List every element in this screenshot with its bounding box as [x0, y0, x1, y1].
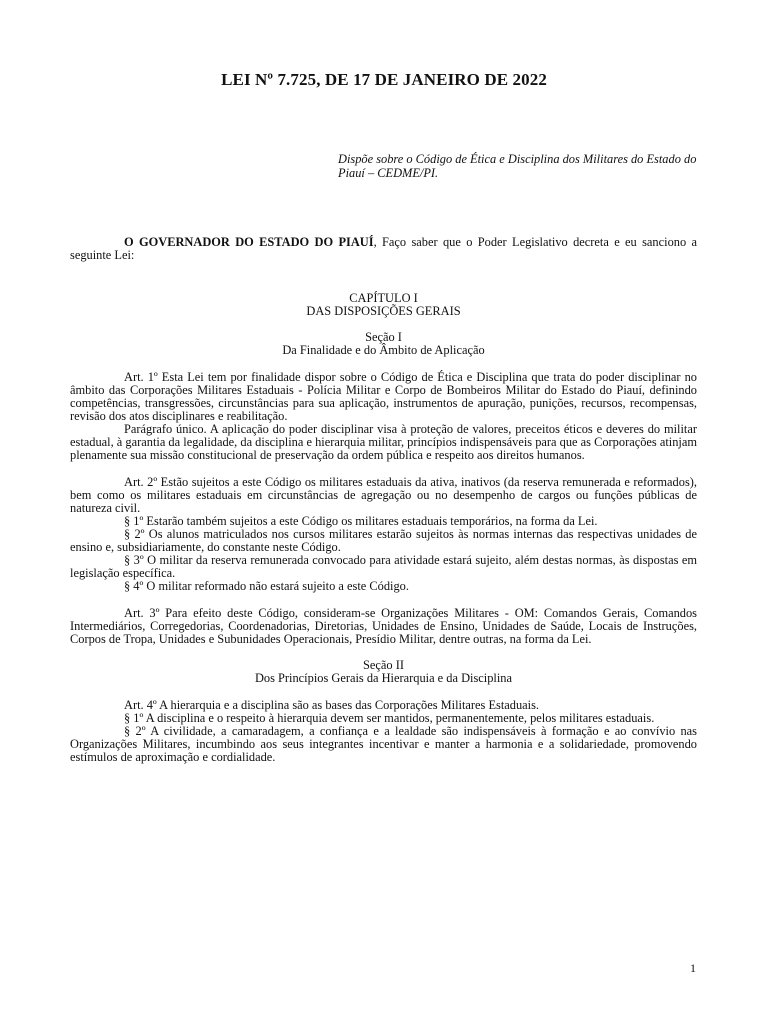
- article-3: Art. 3º Para efeito deste Código, consideram-se Organizações Militares - OM: Comandos Gerais, Comandos Intermediários, Corregedorias, Coordenadorias, Diretorias, Unidades de Ensino, Unidades de Saúde, Locais de Instruções, Corpos de Tropa, Unidades e Subunidades Operacionais, Presídio Militar, dentre outras, na forma da Lei.: [70, 606, 697, 646]
- article-2-paragraph-2: § 2º Os alunos matriculados nos cursos militares estarão sujeitos às normas internas das respectivas unidades de ensino e, subsidiariamente, do constante neste Código.: [70, 527, 697, 554]
- section-2-subtitle: Dos Princípios Gerais da Hierarquia e da Disciplina: [254, 671, 513, 685]
- article-4: Art. 4º A hierarquia e a disciplina são as bases das Corporações Militares Estaduais.: [124, 698, 540, 712]
- section-1-heading: [70, 331, 697, 357]
- governor-heading: O GOVERNADOR DO ESTADO DO PIAUÍ: [124, 235, 374, 249]
- chapter-title: CAPÍTULO I: [349, 291, 418, 305]
- article-4-paragraph-1: § 1º A disciplina e o respeito à hierarquia devem ser mantidos, permanentemente, pelos militares estaduais.: [124, 711, 655, 725]
- article-2-paragraph-4: § 4º O militar reformado não estará sujeito a este Código.: [124, 579, 409, 593]
- article-1-paragrafo-unico: Parágrafo único. A aplicação do poder disciplinar visa à proteção de valores, preceitos éticos e deveres do militar estadual, à garantia da legalidade, da disciplina e hierarquia militar, princípios indispensáveis para que as Corporações atinjam plenamente sua missão constitucional de preservação da ordem pública e respeito aos direitos humanos.: [70, 422, 697, 462]
- section-1-title: Seção I: [365, 330, 402, 344]
- law-title: LEI Nº 7.725, DE 17 DE JANEIRO DE 2022: [221, 70, 547, 89]
- article-2-paragraph-3: § 3º O militar da reserva remunerada convocado para atividade estará sujeito, além destas normas, às dispostas em legislação específica.: [70, 553, 697, 580]
- page-number: 1: [690, 961, 696, 975]
- article-2: Art. 2º Estão sujeitos a este Código os militares estaduais da ativa, inativos (da reserva remunerada e reformados), bem como os militares estaduais em circunstâncias de agregação ou no desempenho de cargos ou funções públicas de natureza civil.: [70, 475, 697, 515]
- chapter-heading: [70, 292, 697, 318]
- enactment-text: , Faço saber que o Poder Legislativo decreta e eu sanciono a seguinte Lei:: [70, 235, 698, 262]
- article-2-paragraph-1: § 1º Estarão também sujeitos a este Código os militares estaduais temporários, na forma da Lei.: [124, 514, 598, 528]
- article-4-paragraph-2: § 2º A civilidade, a camaradagem, a confiança e a lealdade são indispensáveis à formação e ao convívio nas Organizações Militares, incumbindo aos seus integrantes incentivar e manter a harmonia e a solidariedade, promovendo estímulos de aproximação e cordialidade.: [70, 724, 697, 764]
- section-2-heading: [70, 659, 697, 685]
- chapter-subtitle: DAS DISPOSIÇÕES GERAIS: [306, 304, 461, 318]
- section-1-subtitle: Da Finalidade e do Âmbito de Aplicação: [282, 343, 485, 357]
- section-2-title: Seção II: [363, 658, 404, 672]
- article-1: Art. 1º Esta Lei tem por finalidade dispor sobre o Código de Ética e Disciplina que trata do poder disciplinar no âmbito das Corporações Militares Estaduais - Polícia Militar e Corpo de Bombeiros Militar do Estado do Piauí, definindo competências, transgressões, circunstâncias para sua aplicação, instrumentos de apuração, punições, recursos, recompensas, revisão dos atos disciplinares e reabilitação.: [70, 370, 697, 423]
- law-body: [70, 236, 697, 764]
- law-ementa: Dispõe sobre o Código de Ética e Disciplina dos Militares do Estado do Piauí – CEDME/PI.: [338, 152, 697, 180]
- enactment-clause: [70, 236, 697, 262]
